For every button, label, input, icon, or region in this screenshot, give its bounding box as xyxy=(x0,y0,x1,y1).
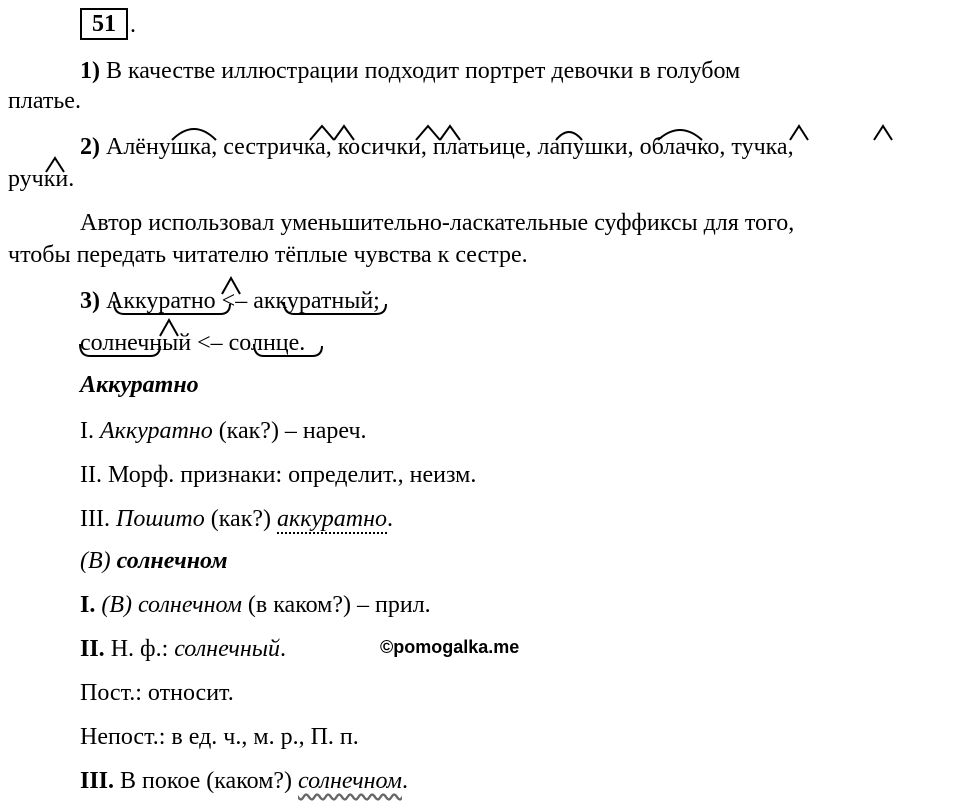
sun-ii xyxy=(80,634,286,664)
sun-iii-text: В покое (каком?) xyxy=(114,768,299,794)
p3-line1: Автор использовал уменьшительно-ласкательные суффиксы для того, xyxy=(80,210,795,236)
heading-sunny-prep: (В) xyxy=(80,548,111,574)
acc-iii-underlined: аккуратно xyxy=(277,506,388,532)
p4-line1 xyxy=(80,286,380,316)
sun-iii-num: III. xyxy=(80,768,115,794)
sun-i-word: (В) солнечном xyxy=(95,592,242,618)
acc-i xyxy=(80,416,367,446)
sun-ii-word: солнечный xyxy=(174,636,281,662)
p4-line2: солнечный <– солнце. xyxy=(80,330,306,356)
acc-i-prefix: I. xyxy=(80,418,100,444)
exercise-number: 51 xyxy=(80,8,128,40)
acc-iii xyxy=(80,504,393,534)
watermark: ©pomogalka.me xyxy=(380,637,520,657)
sun-i-rest: (в каком?) – прил. xyxy=(241,592,431,618)
acc-iii-end: . xyxy=(387,506,394,532)
p1-num: 1) xyxy=(80,58,100,84)
p4-text1: Аккуратно <– аккуратный; xyxy=(100,288,380,314)
p2-line1 xyxy=(80,132,794,162)
sun-ii-label: Н. ф.: xyxy=(104,636,175,662)
sun-ii-num: II. xyxy=(80,636,105,662)
sun-post: Пост.: относит. xyxy=(80,680,234,706)
sun-i-num: I. xyxy=(80,592,96,618)
sun-nepost: Непост.: в ед. ч., м. р., П. п. xyxy=(80,724,359,750)
sun-iii-underlined: солнечном xyxy=(298,768,402,794)
acc-iii-mid: (как?) xyxy=(204,506,278,532)
sun-i xyxy=(80,590,431,620)
acc-iii-word: Пошито xyxy=(115,506,205,532)
sun-ii-end: . xyxy=(280,636,287,662)
sun-iii xyxy=(80,766,408,796)
heading-sunny xyxy=(80,546,228,576)
p1-line1 xyxy=(80,56,740,86)
p4-num: 3) xyxy=(80,288,100,314)
p2-text1: Алёнушка, сестричка, косички, платьице, лапушки, облачко, тучка, xyxy=(100,134,794,160)
acc-i-word: Аккуратно xyxy=(100,418,213,444)
heading-accurately-text: Аккуратно xyxy=(80,372,199,398)
acc-i-rest: (как?) – нареч. xyxy=(212,418,367,444)
acc-ii: II. Морф. признаки: определит., неизм. xyxy=(80,462,477,488)
suffix-arc-tuchka xyxy=(874,126,892,140)
heading-sunny-word: солнечном xyxy=(110,548,228,574)
p3-line2: чтобы передать читателю тёплые чувства к сестре. xyxy=(8,242,528,268)
p2-line2: ручки. xyxy=(8,166,75,192)
sun-iii-end: . xyxy=(401,768,408,794)
p1-text1: В качестве иллюстрации подходит портрет девочки в голубом xyxy=(100,58,741,84)
heading-accurately xyxy=(80,370,199,400)
acc-iii-prefix: III. xyxy=(80,506,116,532)
exercise-number-dot: . xyxy=(130,12,136,38)
p2-num: 2) xyxy=(80,134,100,160)
p1-line2: платье. xyxy=(8,88,81,114)
